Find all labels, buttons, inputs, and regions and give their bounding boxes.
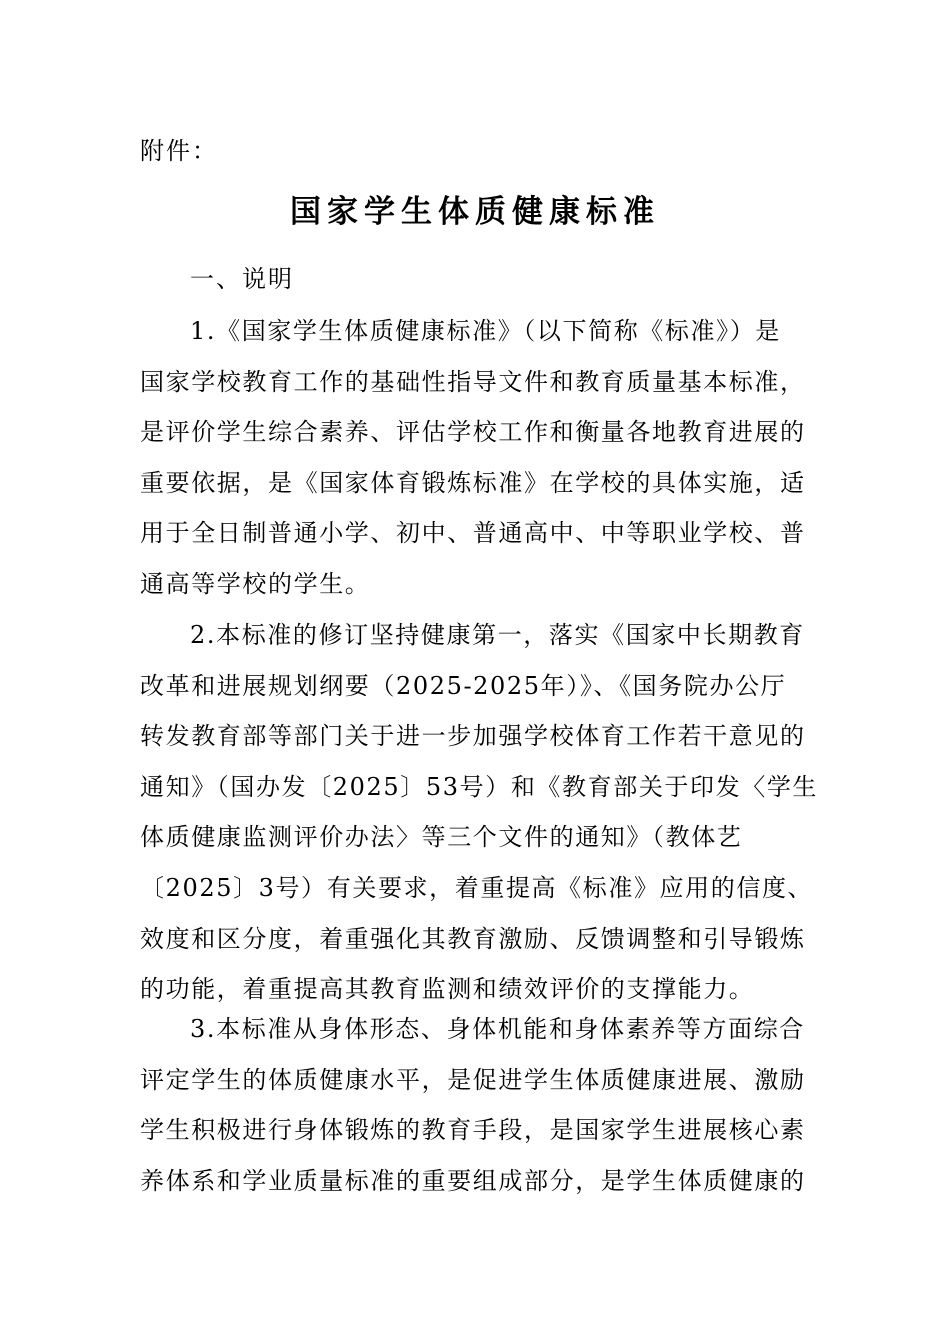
paragraph-line: 的功能，着重提高其教育监测和绩效评价的支撑能力。 (140, 975, 755, 1004)
paragraph-line: 养体系和学业质量标准的重要组成部分，是学生体质健康的 (140, 1166, 806, 1195)
attachment-label: 附件： (140, 137, 218, 165)
paragraph-line: 改革和进展规划纲要（2025-2025年）》、《国务院办公厅 (140, 671, 787, 700)
paragraph-line: 通高等学校的学生。 (140, 569, 371, 598)
paragraph-line: 是评价学生综合素养、评估学校工作和衡量各地教育进展的 (140, 418, 806, 447)
section-heading: 一、说明 (190, 265, 294, 293)
paragraph-line: 重要依据，是《国家体育锻炼标准》在学校的具体实施，适 (140, 468, 806, 497)
paragraph-line: 体质健康监测评价办法〉等三个文件的通知》（教体艺 (140, 823, 743, 852)
paragraph-line: 〔2025〕3号）有关要求，着重提高《标准》应用的信度、 (140, 873, 814, 902)
paragraph-line: 通知》（国办发〔2025〕53号）和《教育部关于印发〈学生 (140, 772, 819, 801)
paragraph-line: 用于全日制普通小学、初中、普通高中、中等职业学校、普 (140, 519, 806, 548)
paragraph-line: 效度和区分度，着重强化其教育激励、反馈调整和引导锻炼 (140, 924, 806, 953)
paragraph-line: 学生积极进行身体锻炼的教育手段，是国家学生进展核心素 (140, 1116, 806, 1145)
paragraph-line: 2.本标准的修订坚持健康第一，落实《国家中长期教育 (190, 621, 805, 649)
paragraph-1 (140, 306, 810, 610)
paragraph-line: 1.《国家学生体质健康标准》（以下简称《标准》）是 (190, 317, 781, 345)
document-title: 国家学生体质健康标准 (290, 194, 660, 230)
paragraph-2 (140, 610, 819, 1015)
paragraph-line: 3.本标准从身体形态、身体机能和身体素养等方面综合 (190, 1015, 805, 1043)
paragraph-line: 评定学生的体质健康水平，是促进学生体质健康进展、激励 (140, 1065, 806, 1094)
paragraph-3 (140, 1004, 810, 1206)
paragraph-line: 转发教育部等部门关于进一步加强学校体育工作若干意见的 (140, 722, 806, 751)
paragraph-line: 国家学校教育工作的基础性指导文件和教育质量基本标准， (140, 367, 806, 396)
